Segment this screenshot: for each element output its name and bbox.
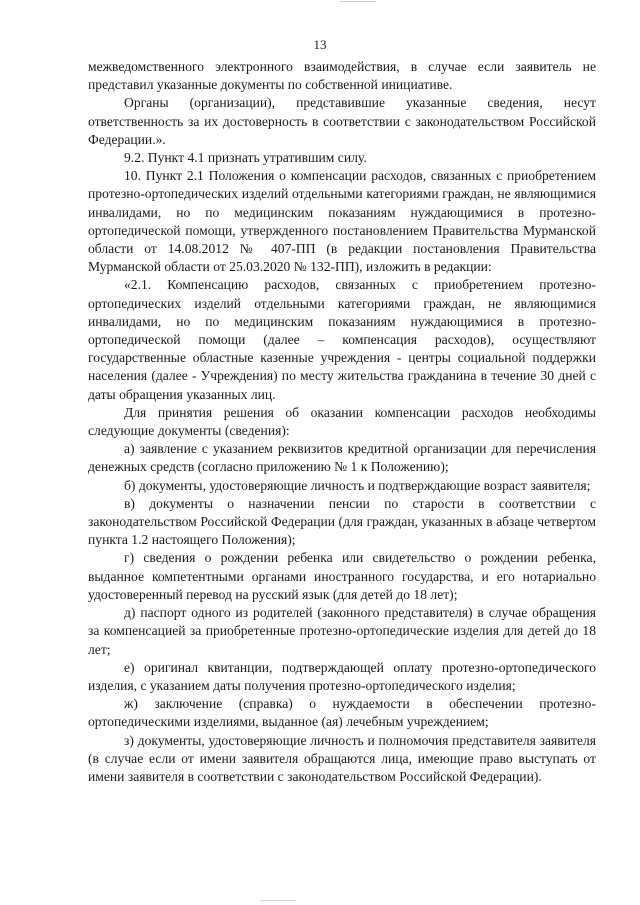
list-item: ж) заключение (справка) о нуждаемости в обеспечении протезно-ортопедическими изделиями, выданное (ая) лечебным учреждением; [88,696,596,730]
document-body [88,58,596,786]
scan-edge-mark [340,1,376,2]
list-item: а) заявление с указанием реквизитов кредитной организации для перечисления денежных средств (согласно приложению № 1 к Положению); [88,441,596,475]
list-item: б) документы, удостоверяющие личность и подтверждающие возраст заявителя; [124,477,591,493]
list-item: в) документы о назначении пенсии по старости в соответствии с законодательством Российской Федерации (для граждан, указанных в абзаце четвертом пункта 1.2 настоящего Положения); [88,495,596,548]
paragraph: Для принятия решения об оказании компенсации расходов необходимы следующие документы (сведения): [88,404,596,439]
list-item: д) паспорт одного из родителей (законного представителя) в случае обращения за компенсацией за приобретенные протезно-ортопедические изделия для детей до 18 лет; [88,605,596,657]
scan-edge-mark [260,900,296,901]
paragraph: 10. Пункт 2.1 Положения о компенсации расходов, связанных с приобретением протезно-ортопедических изделий отдельными категориями граждан, не являющимися инвалидами, но по медицинским показаниям нуждающимися в протезно-ортопедической помощи, утвержденного постановлением Правительства Мурманской области от 14.08.2012 № 407-ПП (в редакции постановления Правительства Мурманской области от 25.03.2020 № 132-ПП), изложить в редакции: [88,168,596,275]
paragraph: 9.2. Пункт 4.1 признать утратившим силу. [124,150,367,166]
list-item: е) оригинал квитанции, подтверждающей оплату протезно-ортопедического изделия, с указанием даты получения протезно-ортопедического изделия; [88,659,596,693]
list-item: з) документы, удостоверяющие личность и полномочия представителя заявителя (в случае если от имени заявителя обращаются лица, имеющие право выступать от имени заявителя в соответствии с законодательством Российской Федерации). [88,732,596,784]
paragraph: «2.1. Компенсацию расходов, связанных с приобретением протезно-ортопедических изделий отдельными категориями граждан, не являющимися инвалидами, но по медицинским показаниям нуждающимися в протезно-ортопедической помощи (далее – компенсация расходов), осуществляют государственные областные казенные учреждения - центры социальной поддержки населения (далее - Учреждения) по месту жительства гражданина в течение 30 дней с даты обращения указанных лиц. [88,277,596,402]
page-number: 13 [313,37,327,52]
list-item: г) сведения о рождении ребенка или свидетельство о рождении ребенка, выданное компетентными органами иностранного государства, и его нотариально удостоверенный перевод на русский язык (для детей до 18 лет); [88,550,596,602]
paragraph: межведомственного электронного взаимодействия, в случае если заявитель не представил указанные документы по собственной инициативе. [88,59,596,93]
paragraph: Органы (организации), представившие указанные сведения, несут ответственность за их достоверность в соответствии с законодательством Российской Федерации.». [88,95,596,147]
